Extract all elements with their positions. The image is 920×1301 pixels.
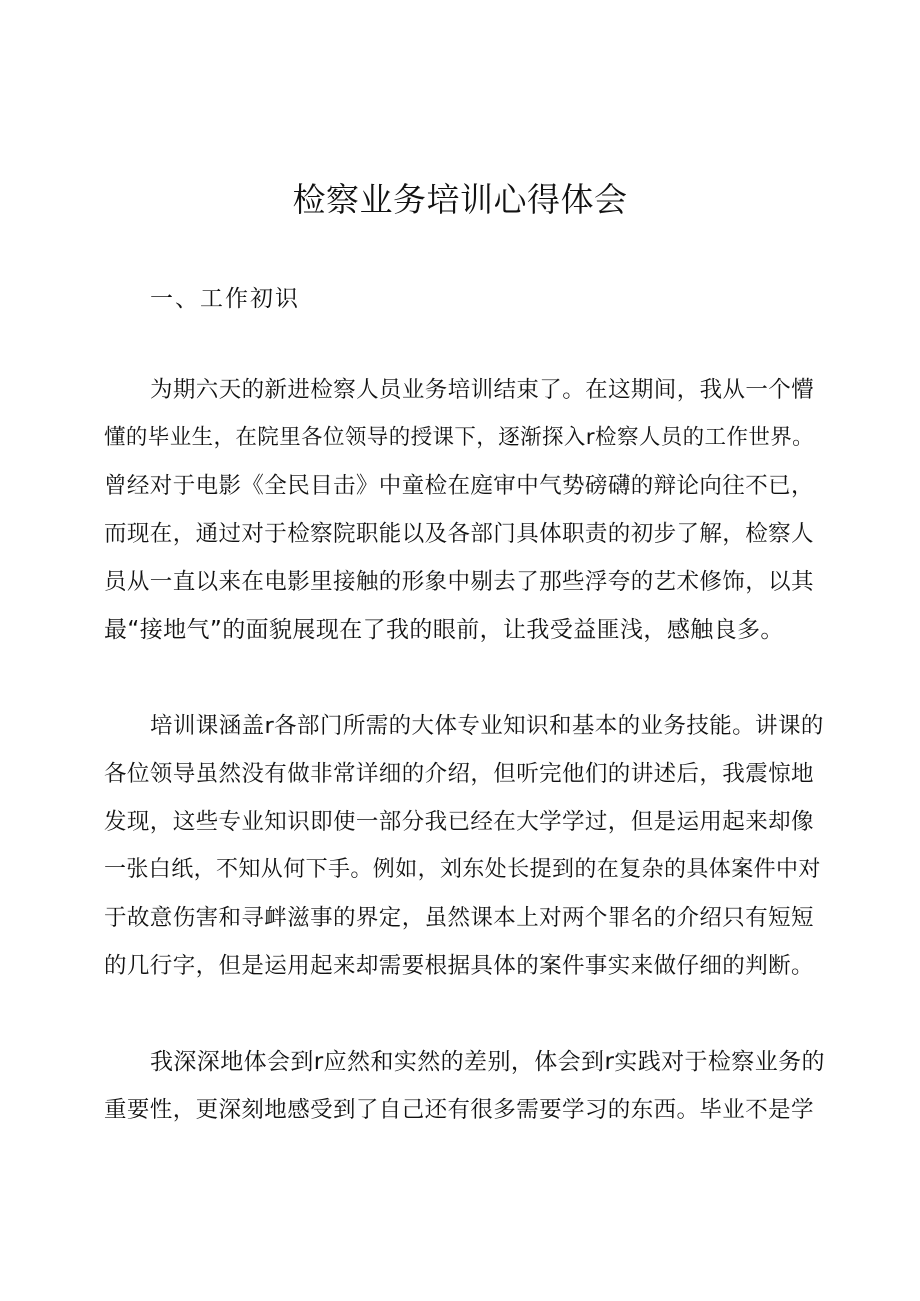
- paragraph-1: [104, 366, 828, 654]
- document-title: 检察业务培训心得体会: [292, 180, 628, 219]
- paragraph-line: 曾经对于电影《全民目击》中童检在庭审中气势磅礴的辩论向往不已，: [104, 473, 814, 499]
- paragraph-line: 员从一直以来在电影里接触的形象中剔去了那些浮夸的艺术修饰，以其: [104, 569, 814, 595]
- paragraph-line: 于故意伤害和寻衅滋事的界定，虽然课本上对两个罪名的介绍只有短短: [104, 905, 814, 931]
- paragraph-line: 培训课涵盖r各部门所需的大体专业知识和基本的业务技能。讲课的: [150, 713, 824, 739]
- section-heading: 一、工作初识: [150, 286, 300, 312]
- paragraph-line: 的几行字，但是运用起来却需要根据具体的案件事实来做仔细的判断。: [104, 953, 814, 979]
- paragraph-line: 最“接地气”的面貌展现在了我的眼前，让我受益匪浅，感触良多。: [104, 617, 784, 643]
- paragraph-line: 发现，这些专业知识即使一部分我已经在大学学过，但是运用起来却像: [104, 809, 814, 835]
- paragraph-line: 各位领导虽然没有做非常详细的介绍，但听完他们的讲述后，我震惊地: [104, 761, 814, 787]
- paragraph-line: 重要性，更深刻地感受到了自己还有很多需要学习的东西。毕业不是学: [104, 1097, 814, 1123]
- paragraph-line: 一张白纸，不知从何下手。例如，刘东处长提到的在复杂的具体案件中对: [104, 857, 821, 882]
- paragraph-line: 为期六天的新进检察人员业务培训结束了。在这期间，我从一个懵: [150, 377, 815, 403]
- paragraph-line: 而现在，通过对于检察院职能以及各部门具体职责的初步了解，检察人: [104, 521, 814, 547]
- paragraph-3: [104, 1038, 828, 1134]
- paragraph-2: [104, 702, 828, 990]
- paragraph-line: 我深深地体会到r应然和实然的差别，体会到r实践对于检察业务的: [150, 1049, 825, 1075]
- paragraph-line: 懂的毕业生，在院里各位领导的授课下，逐渐探入r检察人员的工作世界。: [104, 425, 815, 450]
